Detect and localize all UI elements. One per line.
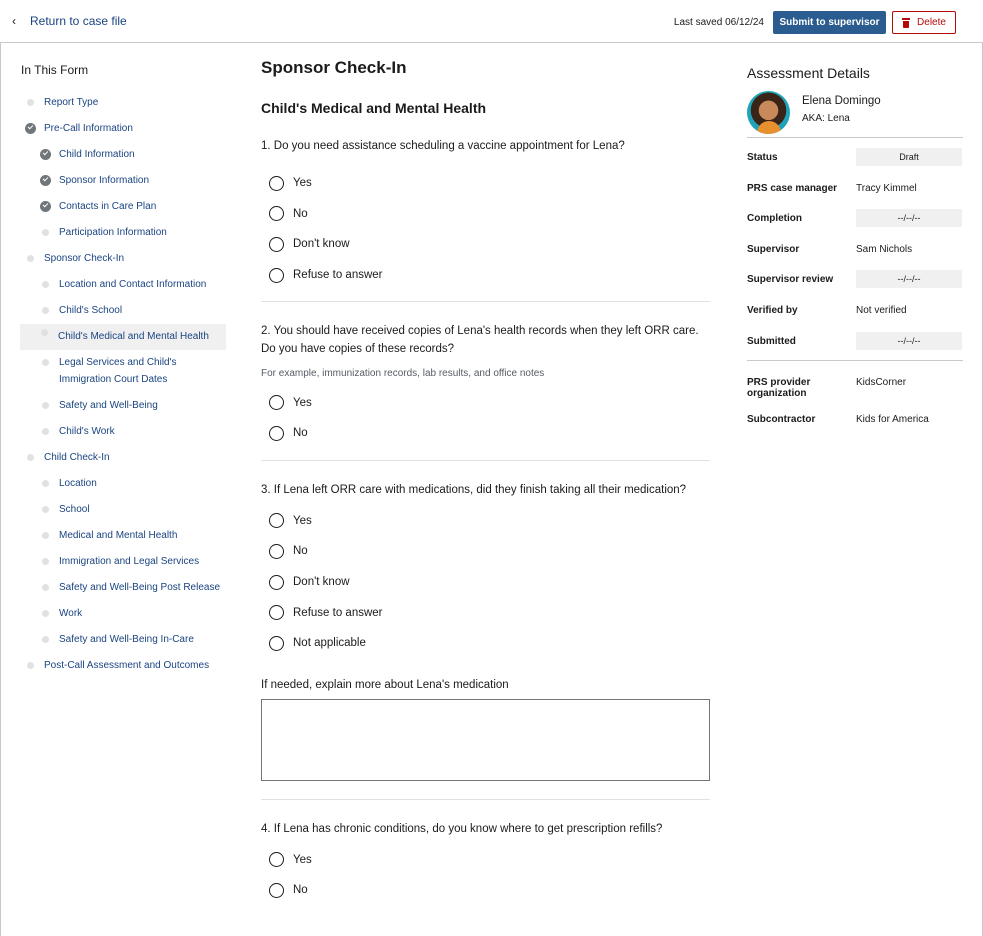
sidebar-item-label: Sponsor Information xyxy=(59,175,150,186)
q3-option-refuse-to-answer[interactable] xyxy=(261,597,710,628)
sidebar-item-child-information[interactable] xyxy=(21,146,226,172)
detail-row-supervisor xyxy=(747,235,963,266)
question-3 xyxy=(261,481,710,659)
sidebar-item-sponsor-check-in[interactable] xyxy=(21,250,226,276)
assessment-details-panel xyxy=(747,65,963,435)
sidebar-item-label: Location xyxy=(59,478,97,489)
sidebar-item-label: Child's School xyxy=(59,305,123,316)
sidebar-item-label: Child's Medical and Mental Health xyxy=(58,331,209,342)
q3-option-don-t-know[interactable] xyxy=(261,567,710,598)
status-dot-icon xyxy=(42,281,49,288)
option-label: Refuse to answer xyxy=(293,606,383,619)
sidebar-item-safety-and-well-being-post-release[interactable] xyxy=(21,579,226,605)
radio-button[interactable] xyxy=(269,237,284,252)
option-label: No xyxy=(293,545,308,558)
delete-button[interactable] xyxy=(892,11,956,34)
status-dot-icon xyxy=(42,584,49,591)
sidebar-item-label: Post-Call Assessment and Outcomes xyxy=(44,660,210,671)
detail-label: PRS case manager xyxy=(747,182,838,194)
question-4-options xyxy=(261,845,710,906)
detail-label: Completion xyxy=(747,213,802,225)
detail-value: Tracy Kimmel xyxy=(856,182,917,194)
detail-row-subcontractor xyxy=(747,405,963,435)
option-label: No xyxy=(293,207,308,220)
detail-row-supervisor-review xyxy=(747,265,963,296)
detail-value: Kids for America xyxy=(856,414,929,426)
status-dot-icon xyxy=(27,454,34,461)
detail-label: Subcontractor xyxy=(747,414,816,426)
sidebar-item-participation-information[interactable] xyxy=(21,224,226,250)
option-label: Not applicable xyxy=(293,637,366,650)
q1-option-refuse-to-answer[interactable] xyxy=(261,260,710,291)
sidebar-item-label: Safety and Well-Being Post Release xyxy=(59,582,221,593)
sidebar-item-report-type[interactable] xyxy=(21,94,226,120)
status-dot-icon xyxy=(42,229,49,236)
question-2-options xyxy=(261,387,710,448)
option-label: Yes xyxy=(293,514,312,527)
question-1 xyxy=(261,137,710,290)
detail-value: Sam Nichols xyxy=(856,243,913,255)
top-bar xyxy=(0,0,983,43)
sidebar-item-pre-call-information[interactable] xyxy=(21,120,226,146)
detail-row-prs-case-manager xyxy=(747,174,963,205)
detail-label: Verified by xyxy=(747,304,798,316)
sidebar-item-location[interactable] xyxy=(21,475,226,501)
detail-row-prs-provider-organization xyxy=(747,368,963,405)
page-title: Sponsor Check-In xyxy=(261,58,407,77)
detail-value-chip: --/--/-- xyxy=(856,209,962,227)
details-list xyxy=(747,143,963,357)
sidebar-item-label: Location and Contact Information xyxy=(59,279,207,290)
sidebar-item-label: Immigration and Legal Services xyxy=(59,556,200,567)
question-2 xyxy=(261,322,710,448)
detail-row-verified-by xyxy=(747,296,963,327)
avatar xyxy=(747,91,790,134)
q2-option-yes[interactable] xyxy=(261,387,710,418)
question-3-options xyxy=(261,506,710,659)
radio-button[interactable] xyxy=(269,513,284,528)
detail-label: PRS provider organization xyxy=(747,377,811,400)
divider xyxy=(261,301,710,302)
radio-button[interactable] xyxy=(269,426,284,441)
radio-button[interactable] xyxy=(269,206,284,221)
checkmark-circle-icon xyxy=(40,149,51,160)
radio-button[interactable] xyxy=(269,176,284,191)
q3-option-not-applicable[interactable] xyxy=(261,628,710,659)
last-saved-text: Last saved 06/12/24 xyxy=(673,17,764,28)
detail-value-chip: Draft xyxy=(856,148,962,166)
q3-option-no[interactable] xyxy=(261,536,710,567)
checkmark-circle-icon xyxy=(25,123,36,134)
option-label: Don't know xyxy=(293,576,350,589)
question-2-text: 2. You should have received copies of Lena's health records when they left ORR care. Do you have copies of these records? xyxy=(261,325,699,356)
checkmark-circle-icon xyxy=(40,201,51,212)
option-label: No xyxy=(293,427,308,440)
divider xyxy=(261,460,710,461)
trash-icon xyxy=(902,18,910,28)
status-dot-icon xyxy=(42,558,49,565)
sidebar-item-label: Safety and Well-Being xyxy=(59,400,158,411)
chevron-left-icon: ‹ xyxy=(12,14,16,28)
sidebar-item-medical-and-mental-health[interactable] xyxy=(21,527,226,553)
detail-value: KidsCorner xyxy=(856,377,907,389)
status-dot-icon xyxy=(27,255,34,262)
sidebar-item-label: Pre-Call Information xyxy=(44,123,133,134)
status-dot-icon xyxy=(42,532,49,539)
detail-label: Submitted xyxy=(747,335,796,347)
sidebar-item-label: Participation Information xyxy=(59,227,167,238)
sidebar-item-location-and-contact-information[interactable] xyxy=(21,276,226,302)
sidebar-item-label: Legal Services and Child's Immigration Court Dates xyxy=(59,357,177,385)
sidebar-item-work[interactable] xyxy=(21,605,226,631)
medication-explanation xyxy=(261,679,710,781)
question-2-hint: For example, immunization records, lab results, and office notes xyxy=(261,368,545,380)
form-main xyxy=(261,58,710,906)
divider xyxy=(747,360,963,361)
detail-value-chip: --/--/-- xyxy=(856,270,962,288)
delete-button-label: Delete xyxy=(917,17,946,28)
sidebar-title: In This Form xyxy=(21,63,89,77)
status-dot-icon xyxy=(42,402,49,409)
status-dot-icon xyxy=(42,359,49,366)
option-label: Yes xyxy=(293,853,312,866)
radio-button[interactable] xyxy=(269,636,284,651)
sidebar-item-legal-services-and-child-s-immigration-court-dates[interactable] xyxy=(21,354,226,397)
q3-option-yes[interactable] xyxy=(261,506,710,537)
medication-textarea[interactable] xyxy=(261,699,710,781)
detail-row-submitted xyxy=(747,327,963,358)
person-name: Elena Domingo xyxy=(802,95,881,107)
form-sidebar xyxy=(21,63,226,683)
q2-option-no[interactable] xyxy=(261,418,710,449)
status-dot-icon xyxy=(42,428,49,435)
question-1-text: 1. Do you need assistance scheduling a vaccine appointment for Lena? xyxy=(261,140,625,152)
question-1-options xyxy=(261,168,710,290)
status-dot-icon xyxy=(42,480,49,487)
radio-button[interactable] xyxy=(269,268,284,283)
q4-option-yes[interactable] xyxy=(261,845,710,876)
sidebar-item-label: Child Information xyxy=(59,149,135,160)
sidebar-item-label: Child's Work xyxy=(59,426,115,437)
sidebar-item-immigration-and-legal-services[interactable] xyxy=(21,553,226,579)
return-to-case-file-link[interactable] xyxy=(12,14,127,28)
detail-label: Supervisor review xyxy=(747,274,834,286)
sidebar-item-post-call-assessment-and-outcomes[interactable] xyxy=(21,657,226,683)
sidebar-item-safety-and-well-being[interactable] xyxy=(21,397,226,423)
status-dot-icon xyxy=(41,329,48,336)
q1-option-don-t-know[interactable] xyxy=(261,229,710,260)
sidebar-item-school[interactable] xyxy=(21,501,226,527)
option-label: Yes xyxy=(293,177,312,190)
detail-value: Not verified xyxy=(856,304,907,316)
person-aka: AKA: Lena xyxy=(802,113,850,124)
details-title: Assessment Details xyxy=(747,65,870,81)
question-4 xyxy=(261,820,710,906)
sidebar-item-sponsor-information[interactable] xyxy=(21,172,226,198)
option-label: Refuse to answer xyxy=(293,269,383,282)
status-dot-icon xyxy=(42,307,49,314)
sidebar-item-label: Safety and Well-Being In-Care xyxy=(59,634,194,645)
detail-label: Supervisor xyxy=(747,243,800,255)
sidebar-item-child-s-medical-and-mental-health[interactable] xyxy=(20,324,226,350)
sidebar-item-label: School xyxy=(59,504,90,515)
status-dot-icon xyxy=(42,610,49,617)
detail-label: Status xyxy=(747,152,778,163)
detail-row-completion xyxy=(747,204,963,235)
status-dot-icon xyxy=(27,99,34,106)
section-title: Child's Medical and Mental Health xyxy=(261,100,487,116)
question-3-text: 3. If Lena left ORR care with medications, did they finish taking all their medication? xyxy=(261,483,687,496)
radio-button[interactable] xyxy=(269,883,284,898)
option-label: Yes xyxy=(293,396,312,409)
checkmark-circle-icon xyxy=(40,175,51,186)
sidebar-item-label: Contacts in Care Plan xyxy=(59,201,157,212)
sidebar-item-child-s-work[interactable] xyxy=(21,423,226,449)
status-dot-icon xyxy=(42,506,49,513)
sidebar-item-child-check-in[interactable] xyxy=(21,449,226,475)
back-link-label: Return to case file xyxy=(30,14,127,28)
sidebar-item-label: Sponsor Check-In xyxy=(44,253,125,264)
radio-button[interactable] xyxy=(269,575,284,590)
sidebar-item-safety-and-well-being-in-care[interactable] xyxy=(21,631,226,657)
sidebar-item-label: Report Type xyxy=(44,97,99,108)
detail-value-chip: --/--/-- xyxy=(856,332,962,350)
sidebar-item-label: Work xyxy=(59,608,83,619)
submit-to-supervisor-button[interactable]: Submit to supervisor xyxy=(773,11,886,34)
radio-button[interactable] xyxy=(269,544,284,559)
sidebar-item-label: Child Check-In xyxy=(44,452,110,463)
sidebar-nav-list xyxy=(21,94,226,683)
status-dot-icon xyxy=(27,662,34,669)
details-list-secondary xyxy=(747,368,963,435)
sidebar-item-label: Medical and Mental Health xyxy=(59,530,178,541)
question-4-text: 4. If Lena has chronic conditions, do you know where to get prescription refills? xyxy=(261,822,663,835)
q4-option-no[interactable] xyxy=(261,875,710,906)
detail-row-status xyxy=(747,143,963,174)
medication-textarea-label: If needed, explain more about Lena's medication xyxy=(261,678,509,691)
sidebar-item-contacts-in-care-plan[interactable] xyxy=(21,198,226,224)
status-dot-icon xyxy=(42,636,49,643)
radio-button[interactable] xyxy=(269,395,284,410)
option-label: No xyxy=(293,884,308,897)
divider xyxy=(261,799,710,800)
q1-option-yes[interactable] xyxy=(261,168,710,199)
radio-button[interactable] xyxy=(269,605,284,620)
q1-option-no[interactable] xyxy=(261,199,710,230)
radio-button[interactable] xyxy=(269,852,284,867)
option-label: Don't know xyxy=(293,238,350,251)
person-card xyxy=(747,91,963,143)
